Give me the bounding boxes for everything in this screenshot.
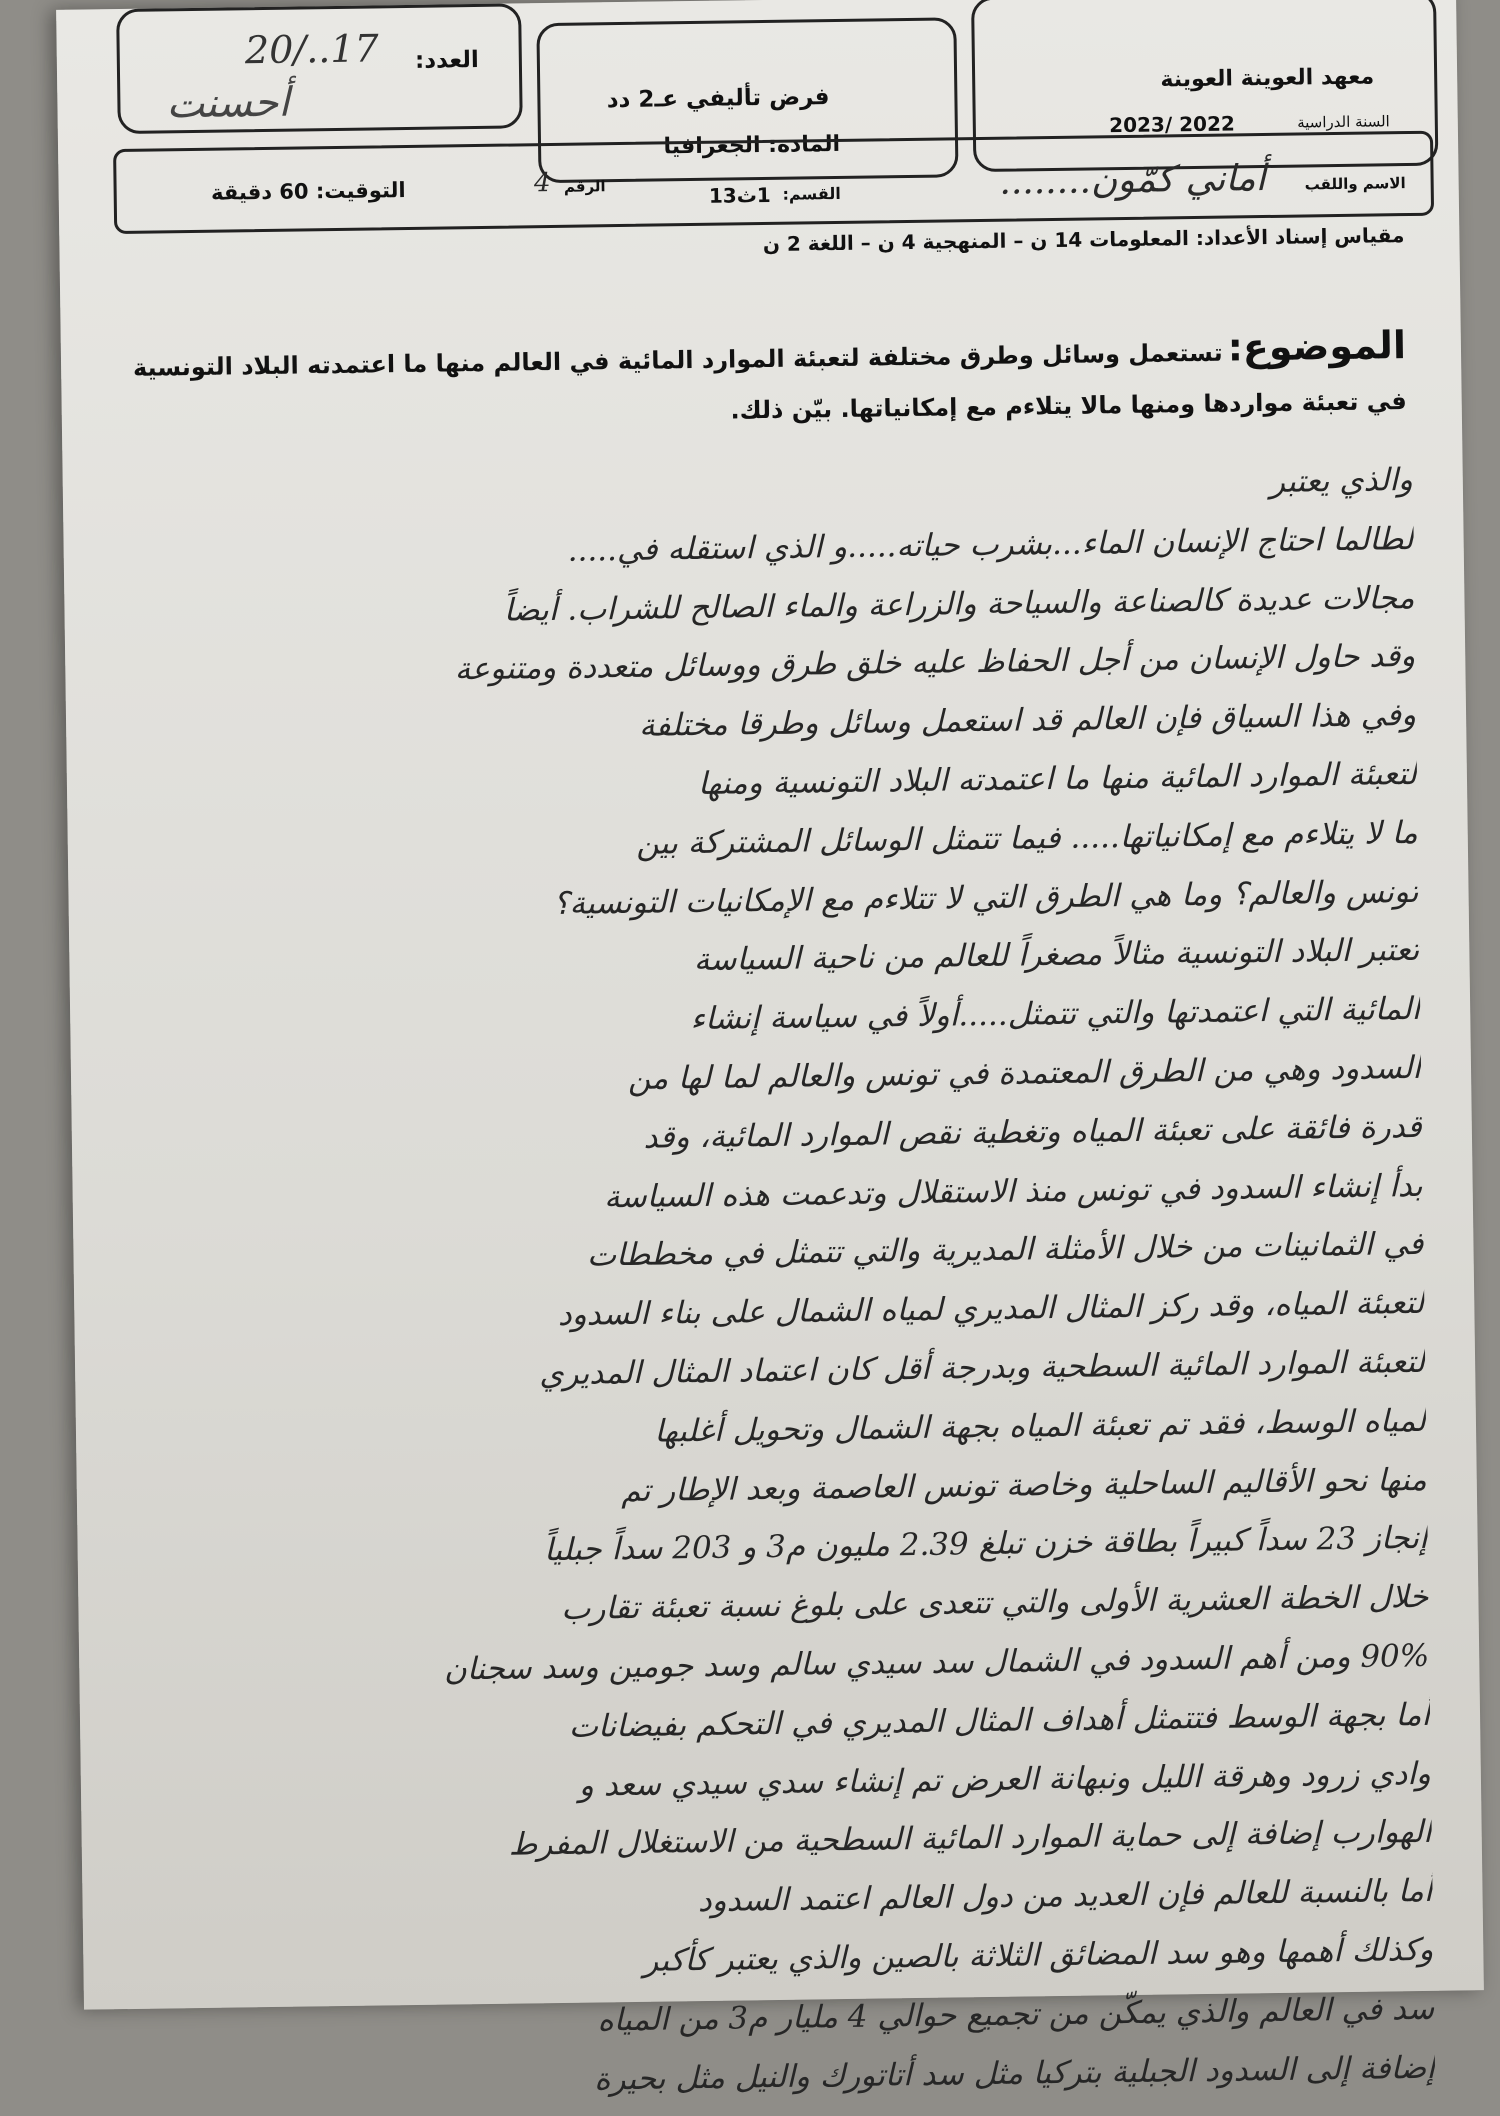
subject-label: الموضوع: xyxy=(1227,323,1407,370)
essay-line: 90% ومن أهم السدود في الشمال سد سيدي سالم وسد جومين وسد سجنان xyxy=(443,1637,1430,1688)
name-label: الاسم واللقب xyxy=(1304,174,1406,194)
essay-line: تونس والعالم؟ وما هي الطرق التي لا تتلاءم مع الإمكانيات التونسية؟ xyxy=(552,873,1419,922)
exam-subject: المادة: الجغرافيا xyxy=(663,131,841,160)
essay-line: لتعبئة الموارد المائية منها ما اعتمدته البلاد التونسية ومنها xyxy=(697,755,1418,802)
student-info-box xyxy=(113,131,1434,234)
number-label: الرقم xyxy=(563,177,606,196)
essay-line: في الثمانينات من خلال الأمثلة المديرية والتي تتمثل في مخططات xyxy=(586,1226,1424,1274)
essay-line: قدرة فائقة على تعبئة المياه وتغطية نقص الموارد المائية، وقد xyxy=(643,1108,1423,1156)
essay-line: أما بجهة الوسط فتتمثل أهداف المثال المديري في التحكم بفيضانات xyxy=(568,1696,1431,1745)
essay-line: أما بالنسبة للعالم فإن العديد من دول العالم اعتمد السدود xyxy=(697,1872,1433,1920)
school-year-label: السنة الدراسية xyxy=(1297,112,1390,132)
essay-line: بدأ إنشاء السدود في تونس منذ الاستقلال وتدعمت هذه السياسة xyxy=(603,1167,1423,1215)
exam-title: فرض تأليفي عـ2 دد xyxy=(606,84,830,114)
essay-line: سد في العالم والذي يمكّن من تجميع حوالي 4 مليار م3 من المياه xyxy=(597,1990,1435,2039)
essay-line: إضافة إلى السدود الجبلية بتركيا مثل سد أتاتورك والنيل مثل بحيرة xyxy=(593,2049,1436,2098)
essay-line: مجالات عديدة كالصناعة والسياحة والزراعة والماء الصالح للشراب. أيضاً xyxy=(503,579,1415,629)
essay-line: السدود وهي من الطرق المعتمدة في تونس والعالم لما لها من xyxy=(627,1049,1422,1097)
essay-line: تعتبر البلاد التونسية مثالاً مصغراً للعالم من ناحية السياسة xyxy=(693,932,1420,979)
essay-line: إنجاز 23 سداً كبيراً بطاقة خزن تبلغ 2.39 مليون م3 و 203 سداً جبلياً xyxy=(543,1520,1428,1569)
essay-line: وكذلك أهمها وهو سد المضائق الثلاثة بالصين والذي يعتبر كأكبر xyxy=(643,1931,1434,1979)
class-value: 1ث13 xyxy=(708,182,771,208)
essay-line: لتعبئة الموارد المائية السطحية وبدرجة أقل كان اعتماد المثال المديري xyxy=(538,1343,1426,1393)
essay-line: الهوارب إضافة إلى حماية الموارد المائية السطحية من الاستغلال المفرط xyxy=(508,1814,1432,1864)
student-name: أماني كمّون........ xyxy=(999,158,1266,203)
teacher-comment: أحسنت xyxy=(166,79,290,128)
class-label: القسم: xyxy=(782,183,841,204)
grade-box xyxy=(116,3,523,134)
essay-line: لتعبئة المياه، وقد ركز المثال المديري لمياه الشمال على بناء السدود xyxy=(557,1285,1425,1334)
subject-text: تستعمل وسائل وطرق مختلفة لتعبئة الموارد المائية في العالم منها ما اعتمدته البلاد التونسية في تعبئة مواردها ومنها مالا يتلاءم مع إمكانياتها. بيّن ذلك. xyxy=(132,338,1407,425)
grading-criteria: مقياس إسناد الأعداد: المعلومات 14 ن – المنهجية 4 ن – اللغة 2 ن xyxy=(762,223,1405,257)
essay-line: المائية التي اعتمدتها والتي تتمثل.....أولاً في سياسة إنشاء xyxy=(690,991,1421,1038)
essay-line: منها نحو الأقاليم الساحلية وخاصة تونس العاصمة وبعد الإطار تم xyxy=(620,1461,1428,1509)
essay-line: خلال الخطة العشرية الأولى والتي تتعدى على بلوغ نسبة تعبئة تقارب xyxy=(561,1579,1429,1628)
essay-line: لمياه الوسط، فقد تم تعبئة المياه بجهة الشمال وتحويل أغلبها xyxy=(654,1402,1427,1450)
student-number: 4 xyxy=(533,167,551,199)
essay-line: وفي هذا السياق فإن العالم قد استعمل وسائل وطرقا مختلفة xyxy=(638,697,1417,744)
time-label: التوقيت: 60 دقيقة xyxy=(210,178,406,205)
essay-line: والذي يعتبر xyxy=(1269,461,1414,500)
essay-line: ما لا يتلاءم مع إمكانياتها..... فيما تتمثل الوسائل المشتركة بين xyxy=(636,814,1418,862)
essay-line: لطالما احتاج الإنسان الماء...بشرب حياته.....و الذي استقله في..... xyxy=(567,520,1414,569)
grade-label: العدد: xyxy=(414,46,480,74)
exam-paper xyxy=(56,0,1484,2098)
school-year: 2022 /2023 xyxy=(1109,111,1235,138)
school-name: معهد العوينة العوينة xyxy=(1160,64,1375,93)
essay-line: وقد حاول الإنسان من أجل الحفاظ عليه خلق طرق ووسائل متعددة ومتنوعة xyxy=(454,638,1416,688)
essay-line: وادي زرود وهرقة الليل ونبهانة العرض تم إنشاء سدي سيدي سعد و xyxy=(578,1755,1432,1804)
subject-block xyxy=(126,321,1407,446)
grade-value: 17../20 xyxy=(244,26,379,73)
essay-answer xyxy=(123,451,1436,2115)
